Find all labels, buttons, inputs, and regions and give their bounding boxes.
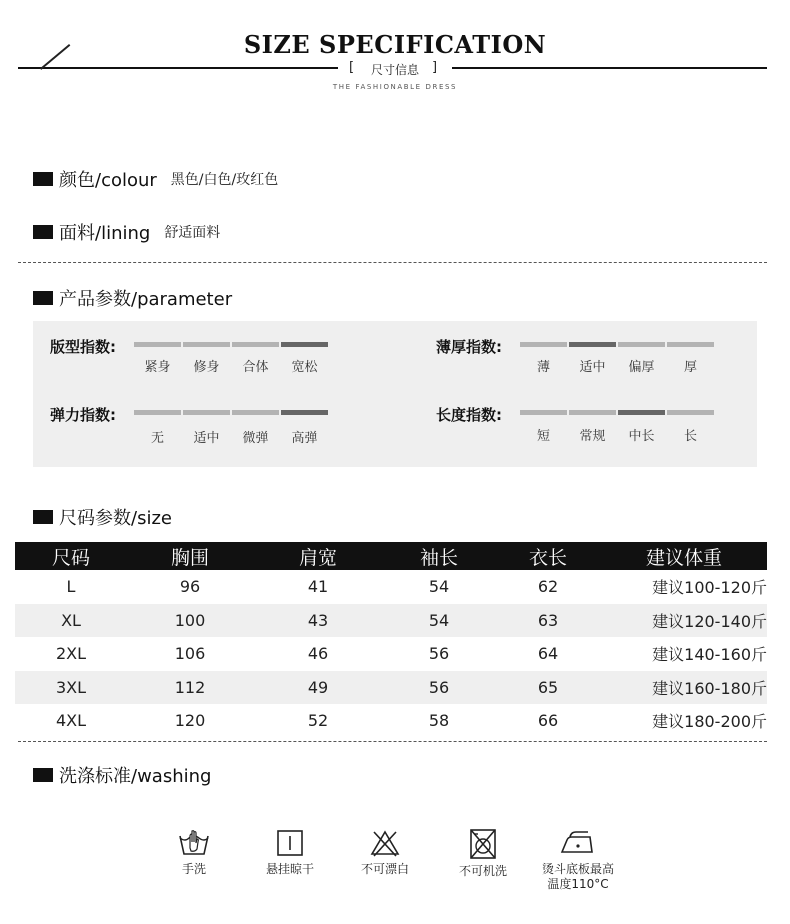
param-bar-segment: [618, 410, 665, 415]
param-bar-fit: [134, 342, 328, 347]
header-line-right: [452, 67, 767, 69]
param-bar-segment: [232, 342, 279, 347]
wash-item-iron: [528, 828, 628, 892]
param-option: 中长: [628, 429, 655, 444]
header-chest: 胸围: [127, 542, 253, 570]
param-bar-segment: [667, 342, 714, 347]
param-bar-segment: [232, 410, 279, 415]
section-marker: [33, 172, 53, 186]
param-options-fit: [133, 356, 329, 375]
cell-length: 62: [537, 577, 559, 597]
param-label-fit: 版型指数:: [50, 338, 116, 356]
section-marker: [33, 225, 53, 239]
param-option: 适中: [579, 360, 606, 375]
section-marker: [33, 510, 53, 524]
header-weight: 建议体重: [601, 542, 767, 570]
cell-shoulder: 49: [253, 671, 383, 705]
header-line-left: [18, 67, 338, 69]
cell-size: XL: [15, 604, 127, 638]
cell-chest: 100: [127, 604, 253, 638]
cell-shoulder: 46: [307, 644, 329, 664]
wash-label: 悬挂晾干: [265, 862, 314, 876]
parameter-section: [33, 285, 232, 311]
param-option: 修身: [193, 360, 220, 375]
cell-weight: 建议100-120斤: [652, 578, 767, 598]
cell-length: 63: [495, 604, 601, 638]
cell-chest: 106: [174, 644, 206, 664]
parameter-panel: [33, 321, 757, 467]
param-option: 常规: [579, 429, 606, 444]
divider: [18, 741, 767, 742]
hang-dry-icon: [273, 828, 307, 858]
param-option: 长: [683, 429, 697, 444]
wash-item-no-machine-wash: [433, 828, 533, 879]
cell-chest: 120: [174, 711, 206, 731]
param-bar-segment: [569, 342, 616, 347]
wash-label: 不可机洗: [458, 864, 507, 878]
cell-sleeve: 54: [383, 604, 495, 638]
lining-label: 面料/lining: [59, 223, 151, 244]
lining-section: [33, 219, 220, 245]
cell-weight: 建议120-140斤: [601, 604, 767, 638]
param-bar-segment: [281, 342, 328, 347]
param-bar-segment: [667, 410, 714, 415]
param-option: 偏厚: [628, 360, 655, 375]
section-marker: [33, 291, 53, 305]
washing-section: [33, 762, 211, 788]
param-label-thickness: 薄厚指数:: [436, 338, 502, 356]
param-option: 宽松: [291, 360, 318, 375]
cell-chest: 96: [179, 577, 201, 597]
param-bar-segment: [520, 410, 567, 415]
param-options-elasticity: [133, 427, 329, 446]
wash-label: 烫斗底板最高: [541, 862, 614, 876]
section-marker: [33, 768, 53, 782]
wash-label: 不可漂白: [360, 862, 409, 876]
size-table-header: [15, 542, 767, 570]
colour-section: [33, 166, 278, 192]
size-section: [33, 504, 172, 530]
no-bleach-icon: [368, 828, 402, 858]
param-options-length: [519, 425, 715, 444]
param-option: 微弹: [242, 431, 269, 446]
param-option: 无: [150, 431, 164, 446]
param-option: 合体: [242, 360, 269, 375]
colour-value: 黑色/白色/玫红色: [170, 172, 279, 188]
wash-item-no-bleach: [335, 828, 435, 877]
tagline: THE FASHIONABLE DRESS: [332, 83, 458, 91]
header-length: 衣长: [495, 542, 601, 570]
lining-value: 舒适面料: [164, 225, 221, 241]
washing-label: 洗涤标准/washing: [59, 766, 212, 787]
param-bar-segment: [569, 410, 616, 415]
parameter-label: 产品参数/parameter: [59, 289, 233, 310]
param-bar-elasticity: [134, 410, 328, 415]
colour-label: 颜色/colour: [59, 170, 157, 191]
cell-chest: 112: [127, 671, 253, 705]
param-bar-segment: [618, 342, 665, 347]
param-label-length: 长度指数:: [436, 406, 502, 424]
cell-shoulder: 41: [307, 577, 329, 597]
cell-sleeve: 56: [383, 671, 495, 705]
param-bar-segment: [281, 410, 328, 415]
header-shoulder: 肩宽: [253, 542, 383, 570]
param-bar-segment: [183, 342, 230, 347]
wash-item-hang-dry: [240, 828, 340, 877]
subtitle-bracket-open: [: [349, 60, 355, 75]
no-machine-wash-icon: [466, 828, 500, 860]
param-option: 短: [536, 429, 550, 444]
cell-weight: 建议180-200斤: [652, 712, 767, 732]
cell-shoulder: 52: [307, 711, 329, 731]
param-label-elasticity: 弹力指数:: [50, 406, 116, 424]
cell-size: 2XL: [55, 644, 87, 664]
table-row: [15, 570, 767, 604]
param-bar-thickness: [520, 342, 714, 347]
param-option: 高弹: [291, 431, 318, 446]
param-option: 薄: [536, 360, 550, 375]
cell-sleeve: 58: [428, 711, 450, 731]
table-row: [15, 704, 767, 738]
size-table: [15, 542, 767, 738]
cell-weight: 建议160-180斤: [601, 671, 767, 705]
table-row: [15, 637, 767, 671]
wash-label: 手洗: [181, 862, 206, 876]
cell-shoulder: 43: [253, 604, 383, 638]
param-bar-segment: [520, 342, 567, 347]
cell-size: 4XL: [55, 711, 87, 731]
subtitle: 尺寸信息: [370, 63, 419, 77]
hand-wash-icon: [177, 828, 211, 858]
param-bar-length: [520, 410, 714, 415]
param-option: 紧身: [144, 360, 171, 375]
param-bar-segment: [134, 410, 181, 415]
cell-size: 3XL: [15, 671, 127, 705]
param-bar-segment: [134, 342, 181, 347]
subtitle-bracket-close: ]: [432, 60, 438, 75]
header-sleeve: 袖长: [383, 542, 495, 570]
cell-length: 66: [537, 711, 559, 731]
header-size: 尺码: [15, 542, 127, 570]
param-bar-segment: [183, 410, 230, 415]
cell-length: 65: [495, 671, 601, 705]
table-row: [15, 604, 767, 638]
wash-item-hand-wash: [144, 828, 244, 877]
cell-weight: 建议140-160斤: [652, 645, 767, 665]
cell-size: L: [66, 577, 76, 597]
divider: [18, 262, 767, 263]
cell-sleeve: 54: [428, 577, 450, 597]
param-option: 适中: [193, 431, 220, 446]
page-title: SIZE SPECIFICATION: [243, 30, 547, 59]
table-row: [15, 671, 767, 705]
wash-label-2: 温度110°C: [547, 877, 609, 891]
size-label: 尺码参数/size: [59, 508, 172, 529]
cell-length: 64: [537, 644, 559, 664]
param-options-thickness: [519, 356, 715, 375]
iron-icon: [558, 828, 598, 858]
param-option: 厚: [683, 360, 697, 375]
cell-sleeve: 56: [428, 644, 450, 664]
